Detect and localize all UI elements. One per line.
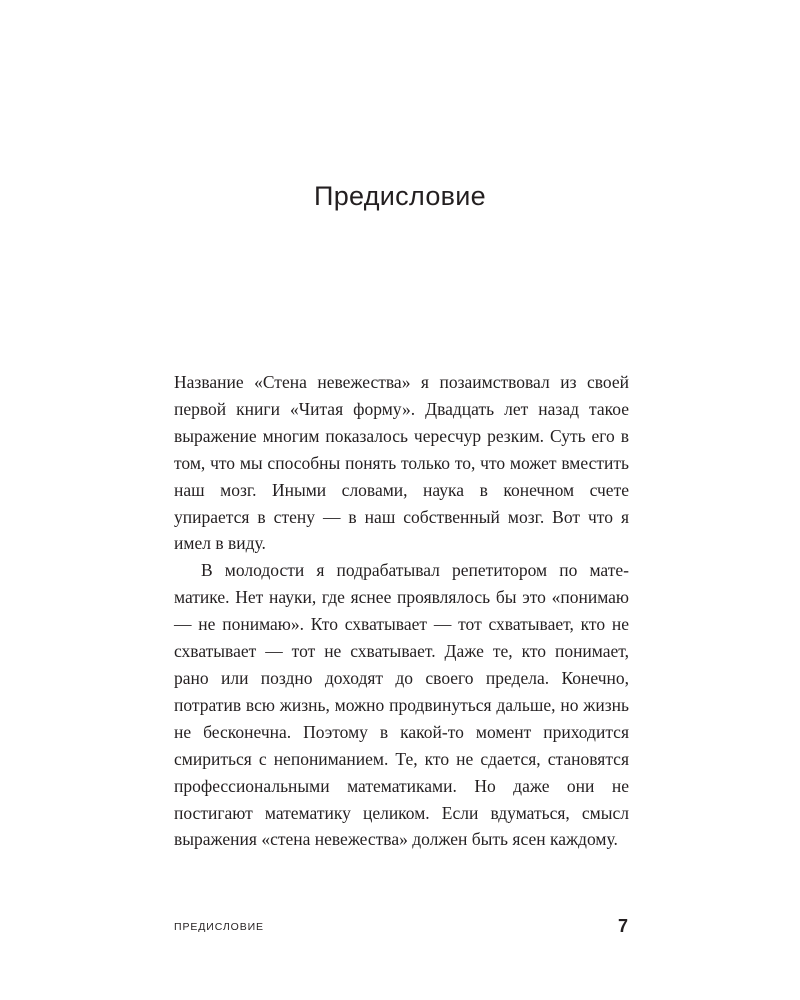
paragraph-1: Название «Стена невежества» я позаимствовал из своей первой книги «Читая форму». Двадцать лет назад такое выражение многим показалось чересчур резким. Суть его в том, что мы способны понять только то, что может вместить наш мозг. Иными словами, наука в конечном счете упирается в стену — в наш собственный мозг. Вот что я имел в виду. [174, 372, 629, 554]
body-text [174, 369, 629, 853]
running-head: ПРЕДИСЛОВИЕ [174, 921, 264, 933]
paragraph-2: В молодости я подрабатывал репетитором по математике. Нет науки, где яснее проявлялось бы это «понимаю — не понимаю». Кто схватывает — тот схватывает, кто не схватывает — тот не схватывает. Даже те, кто понимает, рано или поздно доходят до своего предела. Конечно, потратив всю жизнь, можно продвинуться дальше, но жизнь не бесконечна. Поэтому в какой-то момент приходится смириться с непониманием. Те, кто не сдается, становятся профессиональными математиками. Но даже они не постигают математику целиком. Если вдуматься, смысл выражения «стена невежества» должен быть ясен каждому. [174, 560, 629, 850]
page-number: 7 [617, 916, 628, 936]
page-title: Предисловие [314, 181, 486, 211]
